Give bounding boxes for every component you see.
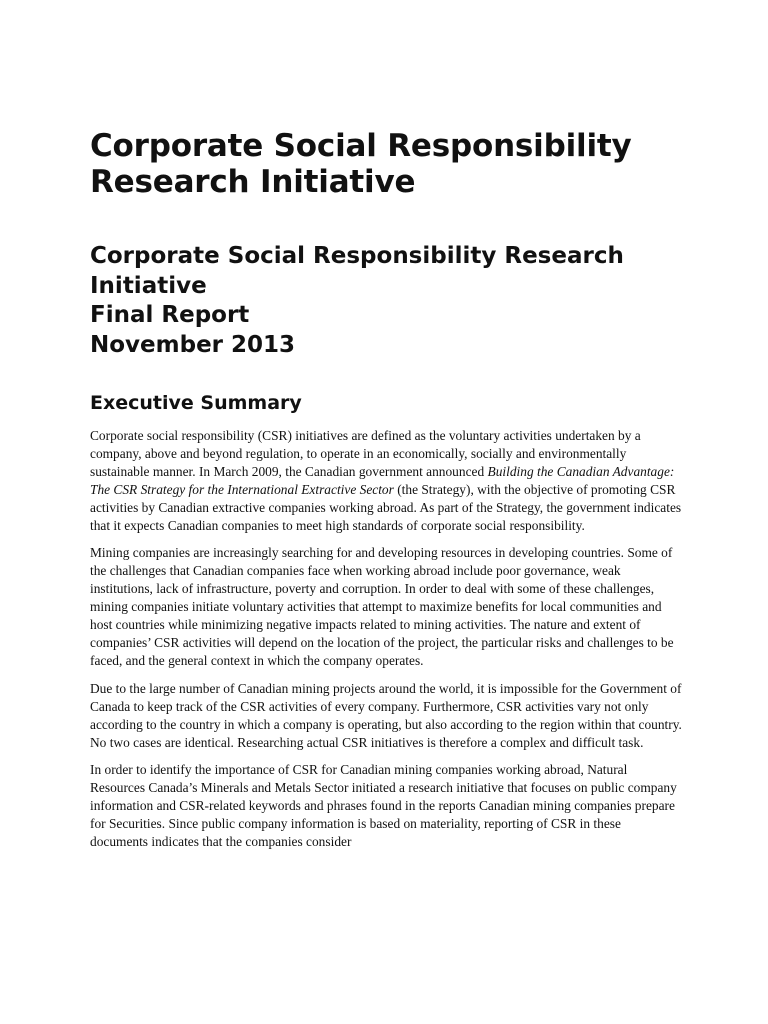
section-body	[90, 427, 682, 851]
paragraph-2: Mining companies are increasingly searching for and developing resources in developing countries. Some of the challenges that Canadian companies face when working abroad include poor governance, weak institutions, lack of infrastructure, poverty and corruption. In order to deal with some of these challenges, mining companies initiate voluntary activities that attempt to maximize benefits for local communities and host countries while minimizing negative impacts related to mining activities. The nature and extent of companies’ CSR activities will depend on the location of the project, the particular risks and challenges to be faced, and the general context in which the company operates.	[90, 545, 674, 668]
subtitle-line-2: Initiative	[90, 272, 207, 299]
subtitle-line-3: Final Report	[90, 302, 250, 328]
section-heading: Executive Summary	[90, 392, 302, 414]
title-line-1: Corporate Social Responsibility	[90, 128, 632, 164]
paragraph-4: In order to identify the importance of CSR for Canadian mining companies working abroad, Natural Resources Canada’s Minerals and Metals Sector initiated a research initiative that focuses on public company information and CSR-related keywords and phrases found in the reports Canadian mining companies prepare for Securities. Since public company information is based on materiality, reporting of CSR in these documents indicates that the companies consider	[90, 762, 677, 850]
paragraph-1-text-end: (the Strategy), with the objective of promoting CSR activities by Canadian extractive companies working abroad. As part of the Strategy, the government indicates that it expects Canadian companies to meet high standards of corporate social responsibility.	[90, 481, 682, 533]
paragraph-1-text-start: Corporate social responsibility (CSR) initiatives are defined as the voluntary activities undertaken by a company, above and beyond regulation, to operate in an economically, socially and environmentally sustainable manner. In March 2009, the Canadian government announced	[90, 428, 641, 479]
report-subtitle	[90, 242, 678, 360]
subtitle-line-1: Corporate Social Responsibility Research	[90, 243, 624, 269]
paragraph-1	[90, 427, 682, 534]
paragraph-3: Due to the large number of Canadian mining projects around the world, it is impossible for the Government of Canada to keep track of the CSR activities of every company. Furthermore, CSR activities vary not only according to the country in which a company is operating, but also according to the region within that country. No two cases are identical. Researching actual CSR initiatives is therefore a complex and difficult task.	[90, 680, 682, 750]
strategy-title: Building the Canadian Advantage: The CSR Strategy for the International Extractive Sector	[90, 463, 675, 497]
title-line-2: Research Initiative	[90, 164, 416, 200]
subtitle-line-4: November 2013	[90, 331, 296, 358]
document-title	[90, 128, 678, 200]
